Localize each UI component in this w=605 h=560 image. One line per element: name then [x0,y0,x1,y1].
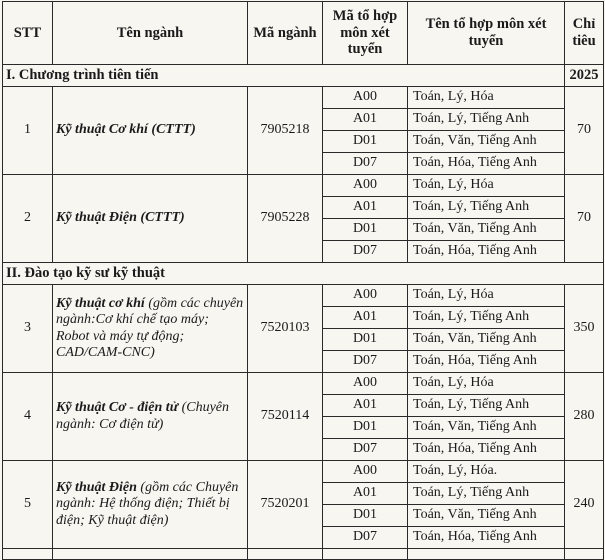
program-name: Kỹ thuật Cơ khí (CTTT) [56,122,196,138]
program-name-cell [53,373,248,461]
combo-code: A01 [323,395,408,417]
combo-subjects: Toán, Hóa, Tiếng Anh [408,439,565,461]
combo-subjects: Toán, Văn, Tiếng Anh [408,131,565,153]
program-name: Kỹ thuật Điện [56,480,137,496]
header-ma-nganh: Mã ngành [248,2,323,65]
header-chi-tieu: Chỉ tiêu [565,2,604,65]
combo-code: A01 [323,307,408,329]
program-name-detail: (gồm các Chuyên ngành: Hệ thống điện; Thiết bị điện; Kỹ thuật điện) [56,480,239,528]
program-code: 7905228 [248,175,323,263]
combo-subjects: Toán, Văn, Tiếng Anh [408,505,565,527]
combo-code: A01 [323,483,408,505]
table-row-partial [3,549,604,560]
program-name: Kỹ thuật Điện (CTTT) [56,210,185,226]
combo-code: A00 [323,461,408,483]
table-row [3,87,604,109]
program-name-cell [53,175,248,263]
program-code: 7905218 [248,87,323,175]
program-stt: 2 [3,175,53,263]
partial-cell [53,549,248,560]
partial-cell [323,549,408,560]
header-ma-to-hop: Mã tổ hợp môn xét tuyển [323,2,408,65]
partial-cell [3,549,53,560]
combo-subjects: Toán, Lý, Tiếng Anh [408,483,565,505]
combo-code: D07 [323,153,408,175]
program-code: 7520103 [248,285,323,373]
combo-subjects: Toán, Văn, Tiếng Anh [408,329,565,351]
program-quota: 350 [565,285,604,373]
header-ten-to-hop: Tên tổ hợp môn xét tuyển [408,2,565,65]
combo-code: D01 [323,131,408,153]
header-ten-nganh: Tên ngành [53,2,248,65]
combo-subjects: Toán, Văn, Tiếng Anh [408,417,565,439]
program-code: 7520114 [248,373,323,461]
program-quota: 70 [565,87,604,175]
combo-code: A00 [323,87,408,109]
combo-code: A00 [323,373,408,395]
combo-code: D01 [323,505,408,527]
combo-code: D07 [323,351,408,373]
header-row [3,2,604,65]
program-code: 7520201 [248,461,323,549]
combo-code: A01 [323,109,408,131]
partial-cell [248,549,323,560]
combo-subjects: Toán, Văn, Tiếng Anh [408,219,565,241]
admission-table [2,1,604,560]
combo-code: A00 [323,175,408,197]
table-row [3,285,604,307]
program-stt: 4 [3,373,53,461]
combo-code: D01 [323,219,408,241]
combo-code: D07 [323,241,408,263]
section-row [3,65,604,87]
section-title: II. Đào tạo kỹ sư kỹ thuật [3,263,604,285]
combo-code: D01 [323,329,408,351]
combo-subjects: Toán, Lý, Hóa [408,87,565,109]
program-name: Kỹ thuật cơ khí [56,296,145,312]
section-row [3,263,604,285]
partial-cell [408,549,565,560]
combo-subjects: Toán, Lý, Hóa [408,175,565,197]
program-stt: 1 [3,87,53,175]
combo-subjects: Toán, Lý, Tiếng Anh [408,109,565,131]
partial-cell [565,549,604,560]
combo-code: A01 [323,197,408,219]
program-quota: 70 [565,175,604,263]
program-name-cell [53,461,248,549]
combo-subjects: Toán, Hóa, Tiếng Anh [408,241,565,263]
combo-code: D07 [323,527,408,549]
combo-code: D07 [323,439,408,461]
combo-subjects: Toán, Hóa, Tiếng Anh [408,153,565,175]
combo-subjects: Toán, Lý, Tiếng Anh [408,395,565,417]
table-row [3,461,604,483]
program-name: Kỹ thuật Cơ - điện tử [56,400,179,416]
section-title: I. Chương trình tiên tiến [3,65,565,87]
combo-subjects: Toán, Lý, Tiếng Anh [408,197,565,219]
header-stt: STT [3,2,53,65]
combo-code: D01 [323,417,408,439]
program-quota: 240 [565,461,604,549]
program-quota: 280 [565,373,604,461]
program-name-detail: (gồm các chuyên ngành:Cơ khí chế tạo máy; Robot và máy tự động; CAD/CAM-CNC) [56,296,244,360]
combo-subjects: Toán, Lý, Hóa. [408,461,565,483]
program-stt: 3 [3,285,53,373]
table-row [3,373,604,395]
program-name-cell [53,285,248,373]
combo-subjects: Toán, Lý, Tiếng Anh [408,307,565,329]
combo-subjects: Toán, Hóa, Tiếng Anh [408,351,565,373]
section-year: 2025 [565,65,604,87]
program-name-cell [53,87,248,175]
combo-subjects: Toán, Lý, Hóa [408,285,565,307]
program-stt: 5 [3,461,53,549]
program-name-detail: (Chuyên ngành: Cơ điện tử) [56,400,230,432]
combo-subjects: Toán, Lý, Hóa [408,373,565,395]
combo-code: A00 [323,285,408,307]
table-row [3,175,604,197]
combo-subjects: Toán, Hóa, Tiếng Anh [408,527,565,549]
